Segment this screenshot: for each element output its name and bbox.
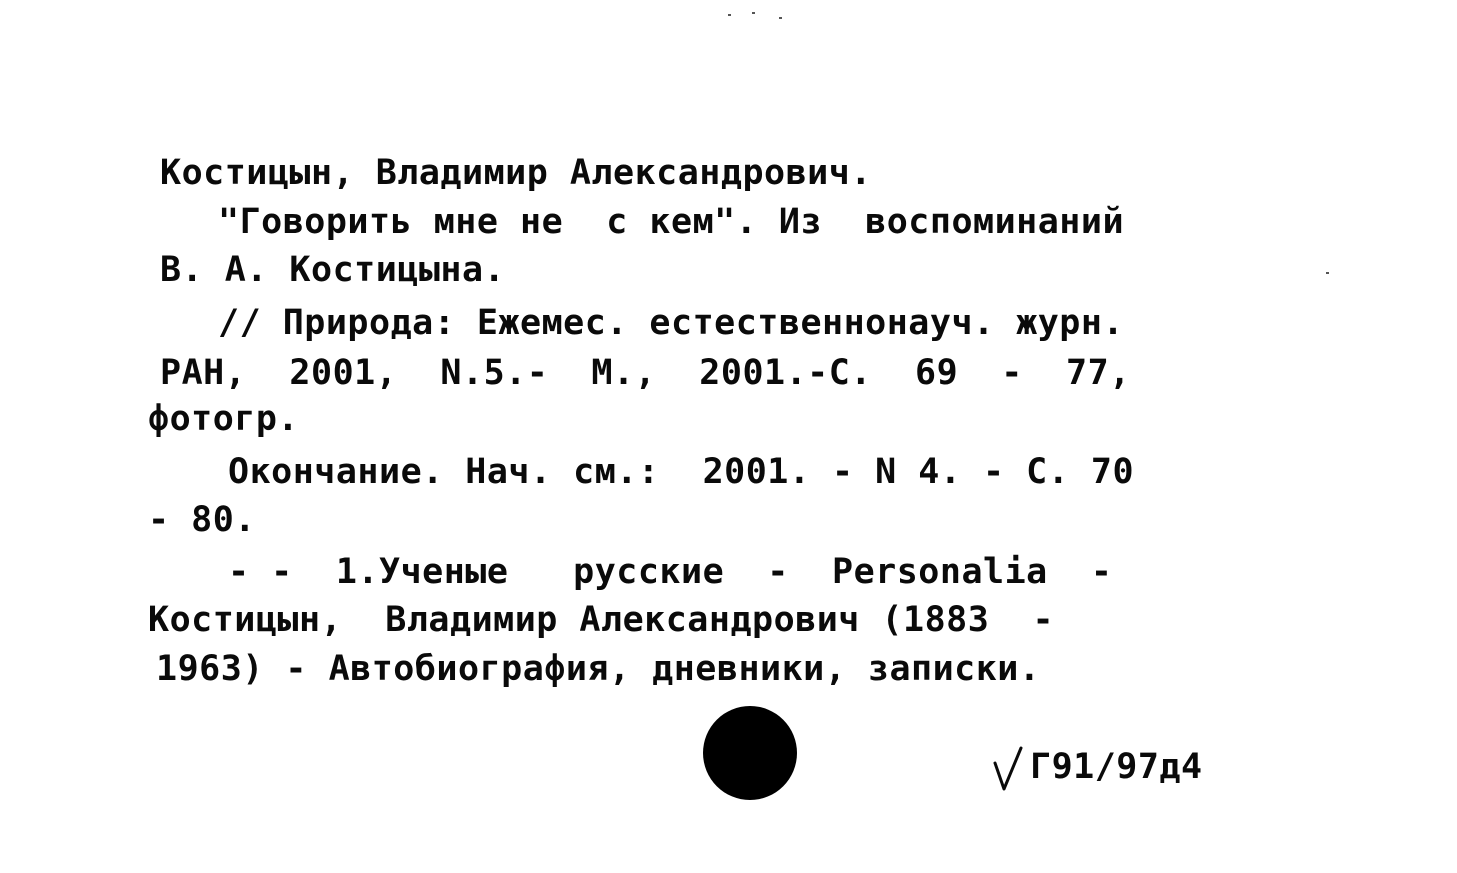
subject-line: 1963) - Автобиография, дневники, записки. — [156, 649, 1041, 689]
scan-speck — [752, 12, 755, 14]
title-line: В. А. Костицына. — [160, 250, 506, 290]
title-line: "Говорить мне не с кем". Из воспоминаний — [218, 202, 1125, 242]
note-line: Окончание. Нач. см.: 2001. - N 4. - С. 70 — [228, 452, 1135, 492]
scan-speck — [1326, 272, 1329, 274]
source-line: фотогр. — [148, 399, 300, 439]
punch-hole — [703, 706, 797, 800]
note-line: - 80. — [148, 500, 256, 540]
check-mark-icon — [992, 745, 1024, 793]
subject-line: Костицын, Владимир Александрович (1883 - — [148, 600, 1055, 640]
shelf-mark: Г91/97д4 — [1030, 747, 1203, 787]
source-line: РАН, 2001, N.5.- М., 2001.-С. 69 - 77, — [160, 353, 1131, 393]
scan-speck — [728, 14, 731, 16]
author-heading: Костицын, Владимир Александрович. — [160, 153, 872, 193]
scan-speck — [779, 17, 782, 19]
subject-line: - - 1.Ученые русские - Personalia - — [228, 552, 1113, 592]
source-line: // Природа: Ежемес. естественнонауч. журн. — [218, 303, 1125, 343]
